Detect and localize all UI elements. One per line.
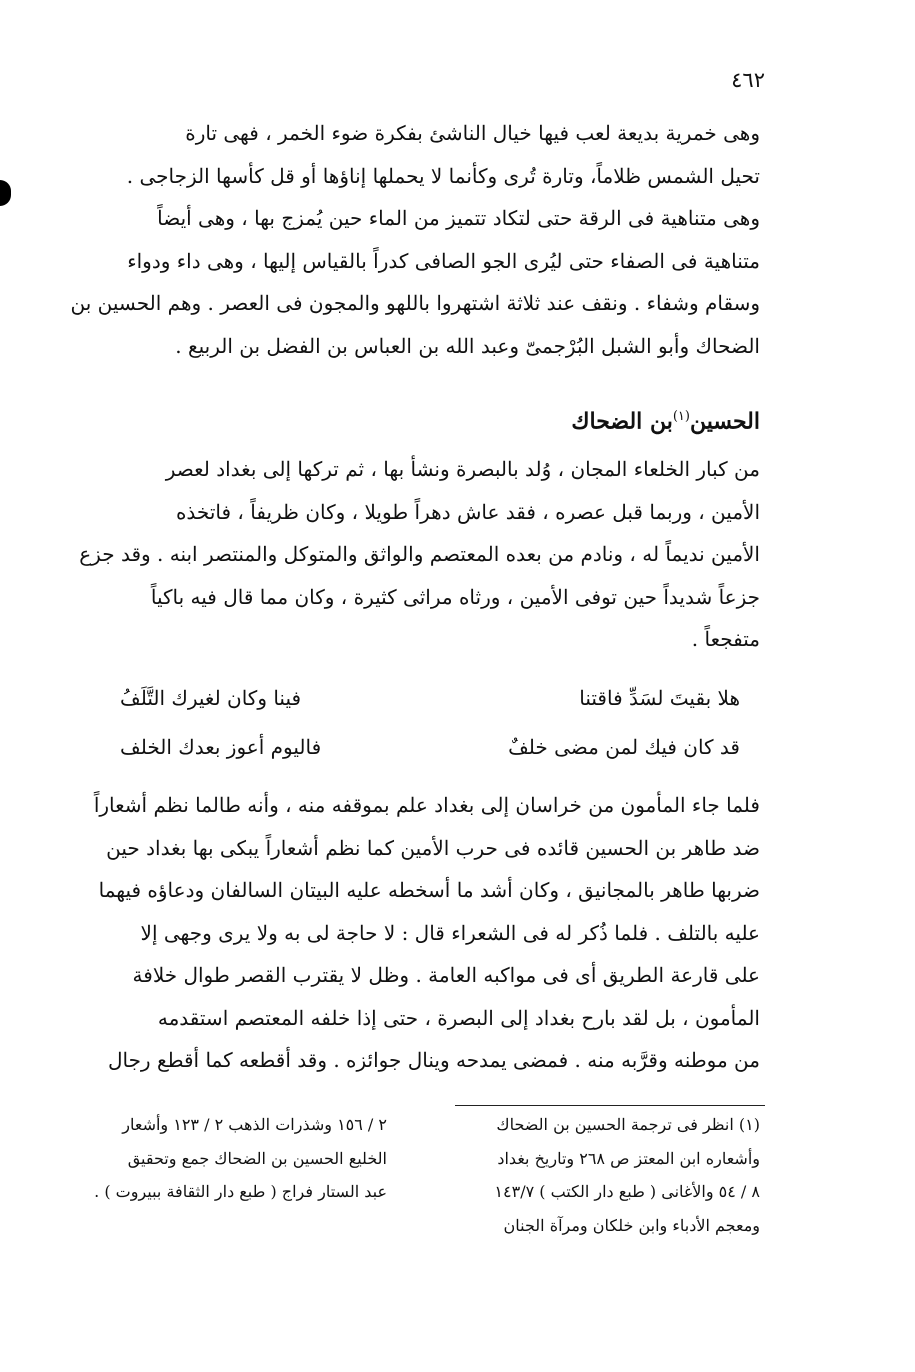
footnote-line: ٨ / ٥٤ والأغانى ( طبع دار الكتب ) ١٤٣/٧ xyxy=(494,1182,760,1201)
heading-name-rest: بن الضحاك xyxy=(571,408,673,435)
edge-ink-mark xyxy=(0,180,11,206)
verse-first-hemistich: هلا بقيتَ لسَدِّ فاقتنا xyxy=(579,686,740,710)
footnote-line: عبد الستار فراج ( طبع دار الثقافة ببيروت ) . xyxy=(94,1182,387,1201)
footnote-line: (١) انظر فى ترجمة الحسين بن الضحاك xyxy=(496,1115,760,1134)
heading-name: الحسين xyxy=(689,408,760,435)
text-line: الضحاك وأبو الشبل البُرْجمىّ وعبد الله بن العباس بن الفضل بن الربيع . xyxy=(175,333,760,358)
text-line: عليه بالتلف . فلما ذُكر له فى الشعراء قال : لا حاجة لى به ولا يرى وجهى إلا xyxy=(140,920,760,945)
footnote-column-left xyxy=(82,1108,387,1209)
footnote-line: وأشعاره ابن المعتز ص ٢٦٨ وتاريخ بغداد xyxy=(497,1148,760,1168)
main-paragraph xyxy=(92,784,760,1082)
footnote-line: ٢ / ١٥٦ وشذرات الذهب ٢ / ١٢٣ وأشعار xyxy=(122,1115,387,1134)
page-number: ٤٦٢ xyxy=(731,68,765,92)
footnote-marker: (١) xyxy=(672,409,690,424)
poem-verse xyxy=(120,683,740,713)
text-line: وهى خمرية بديعة لعب فيها خيال الناشئ بفكرة ضوء الخمر ، فهى تارة xyxy=(185,121,760,145)
verse-second-hemistich: فاليوم أعوز بعدك الخلف xyxy=(120,735,322,759)
footnote-separator xyxy=(455,1105,765,1106)
verse-second-hemistich: فينا وكان لغيرك التَّلَفُ xyxy=(120,686,302,710)
poem-verse xyxy=(120,732,740,762)
text-line: ضد طاهر بن الحسين قائده فى حرب الأمين كما نظم أشعاراً يبكى بها بغداد حين xyxy=(106,835,760,860)
text-line: على قارعة الطريق أى فى مواكبه العامة . وظل لا يقترب القصر طوال خلافة xyxy=(132,963,760,987)
bio-paragraph xyxy=(79,448,760,661)
text-line: وسقام وشفاء . ونقف عند ثلاثة اشتهروا باللهو والمجون فى العصر . وهم الحسين بن xyxy=(70,291,760,315)
text-line: وهى متناهية فى الرقة حتى لتكاد تتميز من الماء حين يُمزج بها ، وهى أيضاً xyxy=(157,206,760,230)
text-line: من موطنه وقرَّبه منه . فمضى يمدحه وينال جوائزه . وقد أقطعه كما أقطع رجال xyxy=(107,1048,760,1072)
text-line: جزعاً شديداً حين توفى الأمين ، ورثاه مراثى كثيرة ، وكان مما قال فيه باكياً xyxy=(150,584,760,609)
text-line: الأمين نديماً له ، ونادم من بعده المعتصم والواثق والمتوكل والمنتصر ابنه . وقد جزع xyxy=(79,542,760,566)
footnote-line: ومعجم الأدباء وابن خلكان ومرآة الجنان xyxy=(503,1215,760,1235)
text-line: ضربها طاهر بالمجانيق ، وكان أشد ما أسخطه عليه البيتان السالفان ودعاؤه فيهما xyxy=(98,878,760,902)
text-line: متفجعاً . xyxy=(691,627,760,651)
text-line: الأمين ، وربما قبل عصره ، فقد عاش دهراً طويلا ، وكان ظريفاً ، فاتخذه xyxy=(175,499,760,524)
section-heading xyxy=(571,402,760,436)
footnote-line: الخليع الحسين بن الضحاك جمع وتحقيق xyxy=(127,1148,387,1168)
text-line: المأمون ، بل لقد بارح بغداد إلى البصرة ، حتى إذا خلفه المعتصم استقدمه xyxy=(157,1005,760,1030)
footnote-column-right xyxy=(450,1108,760,1242)
text-line: تحيل الشمس ظلاماً، وتارة تُرى وكأنما لا يحملها إناؤها أو قل كأسها الزجاجى . xyxy=(126,163,760,188)
text-line: من كبار الخلعاء المجان ، وُلد بالبصرة ونشأ بها ، ثم تركها إلى بغداد لعصر xyxy=(165,457,760,481)
text-line: فلما جاء المأمون من خراسان إلى بغداد علم بموقفه منه ، وأنه طالما نظم أشعاراً xyxy=(93,793,760,817)
intro-paragraph xyxy=(70,112,760,367)
text-line: متناهية فى الصفاء حتى ليُرى الجو الصافى كدراً بالقياس إليها ، وهى داء ودواء xyxy=(127,248,760,273)
verse-first-hemistich: قد كان فيك لمن مضى خلفٌ xyxy=(508,735,740,759)
